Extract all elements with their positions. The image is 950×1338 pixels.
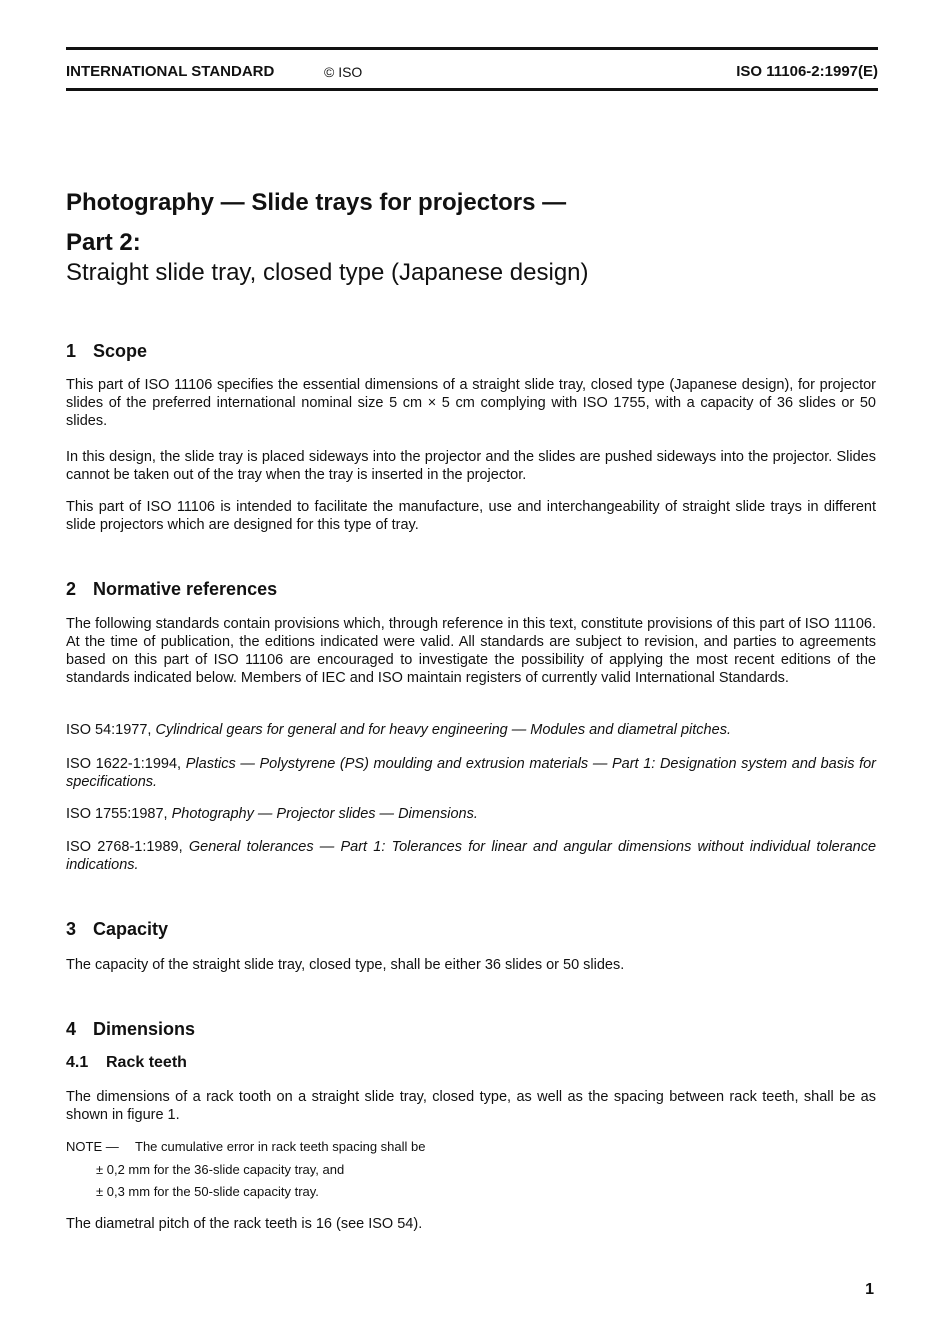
section-number: 4 [66,1019,77,1039]
section-heading-capacity [66,918,168,940]
section-heading-scope [66,340,147,362]
capacity-paragraph: The capacity of the straight slide tray, closed type, shall be either 36 slides or 50 slides. [66,957,625,973]
reference-title: Cylindrical gears for general and for heavy engineering — Modules and diametral pitches. [155,722,731,738]
header-rule-top [66,47,878,50]
page-number: 1 [865,1281,874,1298]
note-item: ± 0,3 mm for the 50-slide capacity tray. [96,1184,319,1199]
note-label: NOTE — [66,1139,119,1154]
copyright-notice: © ISO [324,64,363,80]
header-rule-bottom [66,88,878,91]
reference-title: Photography — Projector slides — Dimensions. [171,806,478,822]
section-number: 3 [66,919,77,939]
note [66,1139,425,1155]
standard-label: INTERNATIONAL STANDARD [66,63,275,80]
section-number: 2 [66,579,77,599]
rack-teeth-paragraph: The dimensions of a rack tooth on a straight slide tray, closed type, as well as the spacing between rack teeth, shall be as shown in figure 1. [66,1089,876,1123]
document-title: Photography — Slide trays for projectors — [66,189,567,216]
section-title: Capacity [93,919,169,939]
section-title: Dimensions [93,1019,196,1039]
standard-reference: ISO 11106-2:1997(E) [736,63,878,80]
reference-code: ISO 54:1977, [66,722,156,738]
reference-code: ISO 2768-1:1989, [66,839,189,855]
reference-code: ISO 1755:1987, [66,806,172,822]
reference-entry [66,838,876,874]
section-heading-dimensions [66,1018,195,1040]
scope-paragraph-1: This part of ISO 11106 specifies the essential dimensions of a straight slide tray, closed type (Japanese design), for projector slides of the preferred international nominal size 5 cm × 5 cm complying with ISO 1755, with a capacity of 36 slides or 50 slides. [66,377,876,429]
section-title: Scope [93,341,148,361]
reference-entry [66,721,876,739]
document-part: Part 2: [66,229,141,256]
reference-entry [66,755,876,791]
normative-intro: The following standards contain provisions which, through reference in this text, constitute provisions of this part of ISO 11106. At the time of publication, the editions indicated were valid. All standards are subject to revision, and parties to agreements based on this part of ISO 11106 are encouraged to investigate the possibility of applying the most recent editions of the standards indicated below. Members of IEC and ISO maintain registers of currently valid International Standards. [66,616,876,686]
running-header [66,62,878,82]
subsection-number: 4.1 [66,1054,89,1071]
subsection-title: Rack teeth [106,1054,187,1071]
note-text: The cumulative error in rack teeth spacing shall be [135,1139,426,1154]
section-heading-normative-references [66,578,277,600]
note-item: ± 0,2 mm for the 36-slide capacity tray, and [96,1162,345,1177]
reference-title: Plastics — Polystyrene (PS) moulding and extrusion materials — Part 1: Designation system and basis for specifications. [66,756,877,790]
reference-entry [66,805,876,823]
scope-paragraph-2: In this design, the slide tray is placed sideways into the projector and the slides are pushed sideways into the projector. Slides cannot be taken out of the tray when the tray is inserted in the projector. [66,449,876,483]
section-number: 1 [66,341,77,361]
reference-code: ISO 1622-1:1994, [66,756,186,772]
diametral-pitch-paragraph: The diametral pitch of the rack teeth is 16 (see ISO 54). [66,1216,423,1232]
document-subtitle: Straight slide tray, closed type (Japanese design) [66,259,589,286]
scope-paragraph-3: This part of ISO 11106 is intended to facilitate the manufacture, use and interchangeability of straight slide trays in different slide projectors which are designed for this type of tray. [66,499,876,533]
subsection-heading-rack-teeth [66,1053,187,1073]
section-title: Normative references [93,579,278,599]
reference-title: General tolerances — Part 1: Tolerances for linear and angular dimensions without individual tolerance indications. [66,839,877,873]
